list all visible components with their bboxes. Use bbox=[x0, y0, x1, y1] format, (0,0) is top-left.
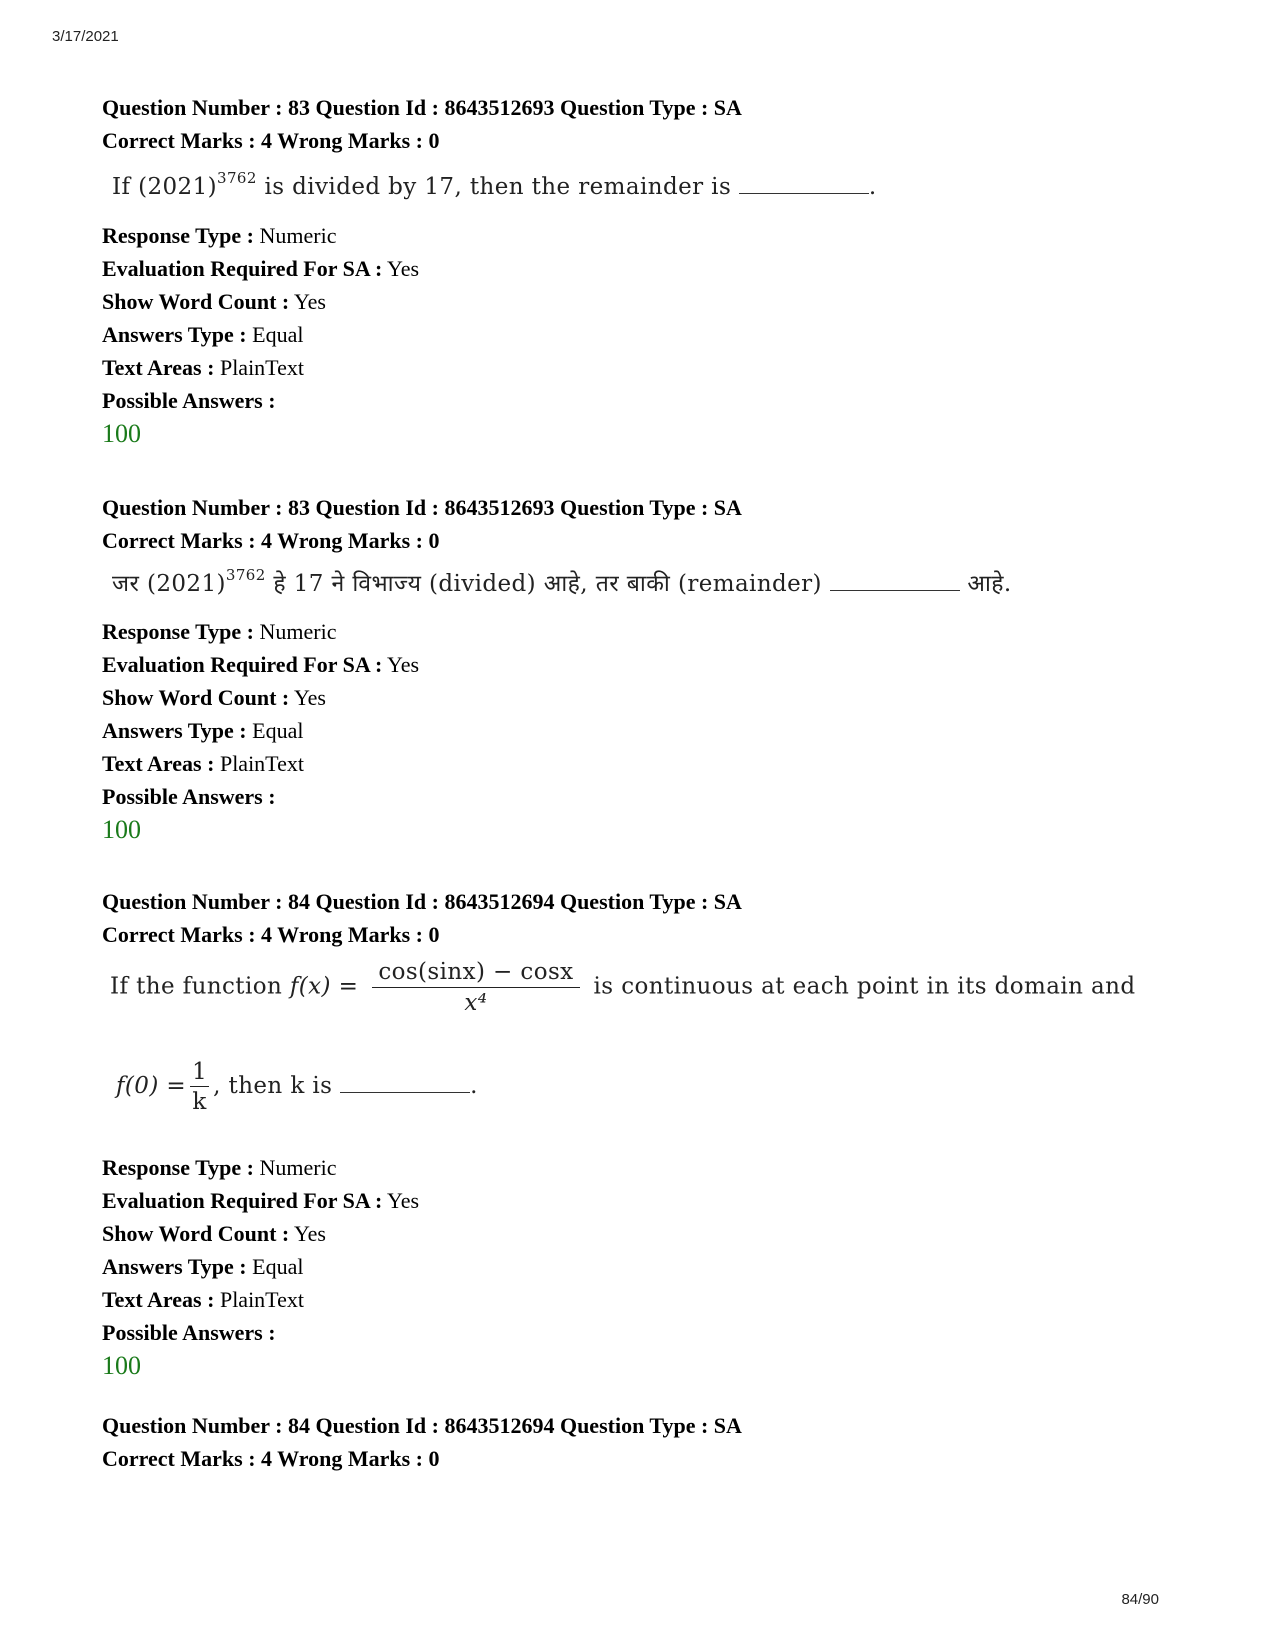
fraction-numerator: 1 bbox=[192, 1059, 208, 1085]
text-areas-row: Text Areas : PlainText bbox=[102, 751, 304, 776]
question-text bbox=[102, 951, 1192, 1151]
possible-answers-label: Possible Answers : bbox=[102, 1320, 276, 1345]
question-text-end: . bbox=[868, 174, 877, 200]
fraction bbox=[190, 1059, 209, 1115]
question-block bbox=[102, 91, 1192, 451]
question-text-mid: हे 17 ने विभाज्य (divided) आहे, तर बाकी (remainder) bbox=[265, 571, 830, 597]
word-count-row: Show Word Count : Yes bbox=[102, 1221, 326, 1246]
fraction-denominator: k bbox=[192, 1089, 207, 1115]
possible-answer: 100 bbox=[102, 1351, 141, 1380]
answers-type-row: Answers Type : Equal bbox=[102, 1254, 304, 1279]
question-marks: Correct Marks : 4 Wrong Marks : 0 bbox=[102, 1446, 440, 1471]
question-text bbox=[112, 559, 1192, 609]
possible-answer: 100 bbox=[102, 419, 141, 448]
evaluation-row: Evaluation Required For SA : Yes bbox=[102, 652, 420, 677]
question-text-mid: is divided by 17, then the remainder is bbox=[256, 174, 739, 200]
fraction-denominator: x⁴ bbox=[464, 990, 488, 1016]
question-text-line2: f(0) = $\frac{1}{k}$ , then k is . bbox=[116, 1059, 478, 1115]
question-block bbox=[102, 491, 1192, 847]
evaluation-row: Evaluation Required For SA : Yes bbox=[102, 1188, 420, 1213]
answer-blank bbox=[739, 187, 869, 194]
function-label: f(x) = bbox=[289, 973, 359, 1000]
exponent: 3762 bbox=[217, 169, 257, 188]
exponent: 3762 bbox=[225, 566, 266, 585]
question-text-start: If (2021) bbox=[112, 174, 217, 200]
answers-type-row: Answers Type : Equal bbox=[102, 718, 304, 743]
question-text bbox=[112, 161, 1192, 213]
answers-type-row: Answers Type : Equal bbox=[102, 322, 304, 347]
evaluation-row: Evaluation Required For SA : Yes bbox=[102, 256, 420, 281]
question-marks: Correct Marks : 4 Wrong Marks : 0 bbox=[102, 128, 440, 153]
question-header: Question Number : 83 Question Id : 8643512693 Question Type : SA bbox=[102, 95, 742, 120]
fraction-numerator: cos(sinx) − cosx bbox=[372, 959, 579, 988]
text-areas-row: Text Areas : PlainText bbox=[102, 1287, 304, 1312]
page-number: 84/90 bbox=[1121, 1591, 1159, 1608]
possible-answer: 100 bbox=[102, 815, 141, 844]
question-text-end: आहे. bbox=[959, 571, 1012, 597]
question-header: Question Number : 84 Question Id : 8643512694 Question Type : SA bbox=[102, 889, 742, 914]
possible-answers-label: Possible Answers : bbox=[102, 784, 276, 809]
question-text-line1: If the function f(x) = $\frac{\cos(\sin x) - \cos x}{\text{x⁴}}$ is continuous at each point in its domain and bbox=[110, 959, 1136, 1016]
word-count-row: Show Word Count : Yes bbox=[102, 289, 326, 314]
question-block bbox=[102, 885, 1192, 1383]
function-value-label: f(0) = bbox=[116, 1073, 187, 1099]
question-header: Question Number : 84 Question Id : 8643512694 Question Type : SA bbox=[102, 1413, 742, 1438]
text-areas-row: Text Areas : PlainText bbox=[102, 355, 304, 380]
question-marks: Correct Marks : 4 Wrong Marks : 0 bbox=[102, 922, 440, 947]
response-type-row: Response Type : Numeric bbox=[102, 619, 337, 644]
question-marks: Correct Marks : 4 Wrong Marks : 0 bbox=[102, 528, 440, 553]
answer-blank bbox=[830, 584, 960, 591]
response-type-row: Response Type : Numeric bbox=[102, 1155, 337, 1180]
fraction bbox=[372, 959, 579, 1016]
page-date: 3/17/2021 bbox=[52, 28, 119, 45]
answer-blank bbox=[340, 1086, 470, 1093]
question-text-start: जर (2021) bbox=[112, 571, 226, 597]
response-type-row: Response Type : Numeric bbox=[102, 223, 337, 248]
question-block bbox=[102, 1409, 1192, 1475]
word-count-row: Show Word Count : Yes bbox=[102, 685, 326, 710]
question-header: Question Number : 83 Question Id : 8643512693 Question Type : SA bbox=[102, 495, 742, 520]
possible-answers-label: Possible Answers : bbox=[102, 388, 276, 413]
